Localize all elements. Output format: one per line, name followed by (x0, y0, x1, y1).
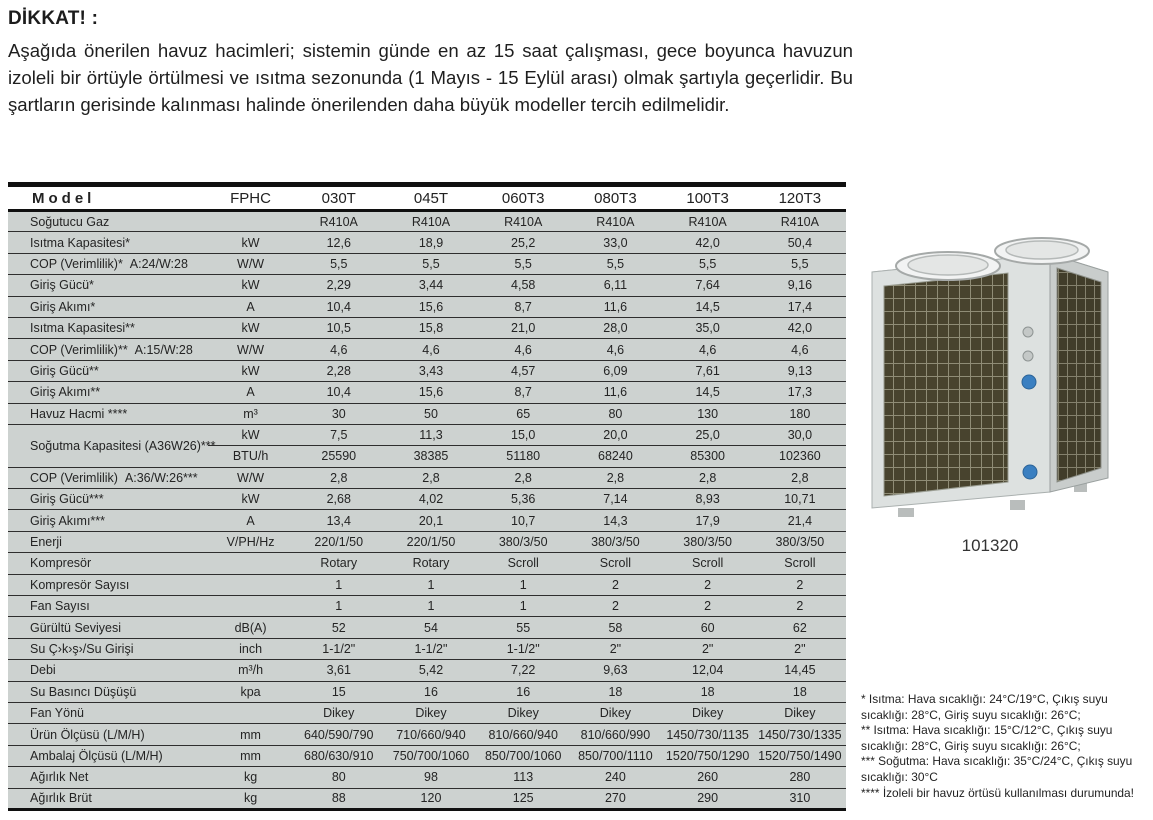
value-cell: 55 (516, 620, 531, 635)
blue-knob-icon (1023, 465, 1037, 479)
value-cell: 15,6 (418, 385, 444, 400)
value-cell: 7,5 (330, 428, 348, 443)
value-cell: 310 (789, 791, 811, 806)
value-cell: 4,6 (606, 342, 625, 357)
value-cell: Scroll (784, 556, 816, 571)
front-grille (884, 273, 1008, 496)
row-label: Giriş Gücü** (30, 363, 99, 378)
value-cell: 25590 (321, 449, 357, 464)
value-cell: 290 (697, 791, 719, 806)
value-cell: 8,93 (695, 492, 720, 507)
value-cell: 14,45 (784, 663, 816, 678)
value-cell: 1-1/2" (322, 642, 356, 656)
table-row (8, 510, 846, 531)
value-cell: 1 (519, 599, 527, 614)
value-cell: 3,44 (418, 278, 444, 293)
value-cell: 640/590/790 (304, 727, 374, 742)
fan-ring-inner (908, 255, 988, 275)
value-cell: Dikey (415, 706, 447, 721)
value-cell: 2 (611, 577, 619, 592)
table-row (8, 360, 846, 381)
table-row (8, 296, 846, 317)
value-cell: 98 (424, 770, 438, 785)
value-cell: 1-1/2" (506, 642, 540, 656)
value-cell: 380/3/50 (591, 535, 640, 550)
value-cell: 60 (700, 620, 715, 635)
value-cell: 1 (335, 599, 343, 614)
footnote: * Isıtma: Hava sıcaklığı: 24°C/19°C, Çıkış suyu sıcaklığı: 28°C, Giriş suyu sıcaklığı: 26°C; (861, 692, 1108, 722)
table-row (8, 574, 846, 595)
notice-block (8, 8, 853, 118)
value-cell: 11,3 (419, 428, 443, 443)
value-cell: R410A (780, 214, 819, 229)
value-cell: Dikey (323, 706, 355, 721)
value-cell: 2 (704, 577, 712, 592)
value-cell: 8,7 (514, 299, 532, 314)
value-cell: 18 (700, 684, 715, 699)
unit-cell: m³ (243, 406, 258, 421)
value-cell: 810/660/990 (580, 727, 651, 742)
unit-cell: mm (240, 727, 261, 742)
value-cell: 68240 (598, 449, 633, 464)
value-cell: 10,71 (784, 492, 816, 507)
unit-cell: W/W (237, 470, 265, 485)
value-cell: 1 (519, 577, 527, 592)
table-row (8, 638, 846, 659)
table-row (8, 253, 846, 274)
value-cell: Dikey (599, 706, 632, 721)
value-cell: 1 (335, 577, 343, 592)
row-label: COP (Verimlilik) A:36/W:26*** (30, 470, 198, 485)
row-label: Soğutucu Gaz (30, 214, 110, 229)
value-cell: 7,61 (695, 363, 720, 378)
row-label: Havuz Hacmi **** (30, 406, 128, 421)
value-cell: Dikey (692, 706, 724, 721)
footnote: *** Soğutma: Hava sıcaklığı: 35°C/24°C, Çıkış suyu sıcaklığı: 30°C (861, 754, 1133, 784)
value-cell: 102360 (779, 449, 821, 464)
value-cell: 1520/750/1490 (758, 748, 842, 763)
col-header-060t3: 060T3 (501, 189, 545, 207)
value-cell: 5,5 (330, 256, 348, 271)
value-cell: 1-1/2" (414, 642, 448, 656)
unit-cell: m³/h (238, 663, 264, 678)
value-cell: 14,5 (695, 299, 720, 314)
value-cell: 17,9 (695, 513, 720, 528)
unit-cell: kW (241, 235, 260, 250)
value-cell: 17,4 (787, 299, 813, 314)
notice-title: DİKKAT! : (8, 8, 99, 29)
footnote: ** Isıtma: Hava sıcaklığı: 15°C/12°C, Çıkış suyu sıcaklığı: 28°C, Giriş suyu sıcaklığı: 26°C; (861, 723, 1113, 753)
spec-table-body (8, 211, 846, 810)
value-cell: R410A (596, 214, 635, 229)
spec-table-header-row (8, 185, 846, 211)
value-cell: 15,0 (511, 428, 536, 443)
value-cell: 10,5 (326, 321, 351, 336)
value-cell: 52 (331, 620, 346, 635)
row-label: Giriş Akımı** (30, 385, 101, 400)
row-label: Fan Yönü (30, 706, 84, 721)
table-row (8, 317, 846, 338)
table-row (8, 767, 846, 788)
row-label: Kompresör Sayısı (30, 577, 130, 592)
unit-cell: kW (241, 278, 260, 293)
row-label: Su Ç›k›ş›/Su Girişi (30, 642, 134, 656)
table-row (8, 382, 846, 403)
row-label: Soğutma Kapasitesi (A36W26)*** (30, 438, 216, 453)
value-cell: 710/660/940 (396, 727, 466, 742)
unit-foot (1010, 500, 1025, 510)
value-cell: 8,7 (514, 385, 532, 400)
value-cell: 14,3 (603, 513, 628, 528)
product-code: 101320 (961, 536, 1019, 555)
value-cell: 280 (789, 770, 811, 785)
col-header-120t3: 120T3 (778, 189, 822, 207)
value-cell: 2 (796, 599, 804, 614)
value-cell: 4,6 (514, 342, 532, 357)
value-cell: 2,29 (326, 278, 351, 293)
value-cell: Scroll (692, 556, 724, 571)
value-cell: 2 (611, 599, 619, 614)
table-row (8, 489, 846, 510)
row-label: Enerji (30, 535, 62, 550)
value-cell: Rotary (412, 556, 450, 571)
value-cell: 7,14 (603, 492, 628, 507)
col-header-030t: 030T (321, 189, 356, 207)
value-cell: 2,8 (698, 470, 717, 485)
value-cell: 88 (331, 791, 346, 806)
row-label: Debi (30, 663, 56, 678)
unit-cell: W/W (237, 342, 265, 357)
row-label: Kompresör (30, 556, 92, 571)
value-cell: 7,22 (511, 663, 536, 678)
value-cell: 9,63 (603, 663, 628, 678)
value-cell: 15 (331, 684, 346, 699)
unit-cell: W/W (237, 256, 265, 271)
value-cell: 51180 (506, 449, 541, 464)
table-row (8, 553, 846, 574)
value-cell: 50 (424, 406, 438, 421)
row-label: Su Basıncı Düşüşü (30, 684, 137, 699)
fan-ring-inner (1006, 241, 1078, 259)
value-cell: 380/3/50 (775, 535, 825, 550)
unit-cell (208, 574, 292, 595)
value-cell: 2,68 (326, 492, 351, 507)
footnotes-block (861, 692, 1153, 801)
value-cell: 260 (697, 770, 719, 785)
value-cell: 5,5 (698, 256, 717, 271)
col-header-fphc: FPHC (230, 189, 271, 207)
value-cell: 11,6 (603, 385, 628, 400)
blue-knob-icon (1022, 375, 1036, 389)
value-cell: 2,28 (326, 363, 351, 378)
value-cell: 54 (424, 620, 438, 635)
value-cell: 12,6 (326, 235, 351, 250)
row-label: Ağırlık Net (30, 770, 89, 785)
value-cell: 28,0 (603, 321, 628, 336)
value-cell: 9,13 (787, 363, 813, 378)
col-header-080t3: 080T3 (594, 189, 637, 207)
value-cell: 16 (516, 684, 531, 699)
value-cell: 850/700/1110 (578, 748, 653, 763)
unit-cell: kpa (240, 684, 261, 699)
value-cell: 6,11 (603, 278, 628, 293)
value-cell: 65 (516, 406, 531, 421)
value-cell: 1520/750/1290 (665, 748, 750, 763)
value-cell: 13,4 (326, 513, 351, 528)
value-cell: 2" (701, 642, 714, 656)
value-cell: 2" (794, 642, 806, 656)
value-cell: 15,6 (418, 299, 444, 314)
unit-cell: kW (241, 321, 260, 336)
row-label: Isıtma Kapasitesi* (30, 235, 131, 250)
knob-icon (1023, 351, 1033, 361)
col-header-model: Model (32, 189, 96, 207)
value-cell: 1 (427, 599, 435, 614)
value-cell: 25,0 (695, 428, 720, 443)
table-row (8, 339, 846, 360)
value-cell: 25,2 (511, 235, 536, 250)
value-cell: 21,0 (511, 321, 536, 336)
col-header-045t: 045T (413, 189, 449, 207)
value-cell: 50,4 (787, 235, 813, 250)
value-cell: Scroll (599, 556, 632, 571)
value-cell: 180 (789, 406, 811, 421)
value-cell: 4,57 (511, 363, 536, 378)
value-cell: 30 (331, 406, 346, 421)
table-row (8, 745, 846, 766)
unit-cell: kg (243, 791, 258, 806)
table-row (8, 467, 846, 488)
value-cell: 380/3/50 (498, 535, 548, 550)
value-cell: 4,02 (418, 492, 444, 507)
row-label: Giriş Akımı*** (30, 513, 106, 528)
table-row (8, 702, 846, 723)
value-cell: 380/3/50 (683, 535, 732, 550)
value-cell: R410A (688, 214, 727, 229)
value-cell: 1450/730/1135 (666, 727, 749, 742)
unit-cell (208, 553, 292, 574)
value-cell: 80 (608, 406, 623, 421)
value-cell: 38385 (413, 449, 449, 464)
value-cell: 58 (608, 620, 623, 635)
row-label: COP (Verimlilik)** A:15/W:28 (30, 342, 193, 357)
row-label: Isıtma Kapasitesi** (30, 321, 135, 336)
row-label: Ambalaj Ölçüsü (L/M/H) (30, 748, 163, 763)
table-row (8, 232, 846, 253)
value-cell: 33,0 (603, 235, 628, 250)
unit-cell: A (246, 513, 255, 528)
value-cell: 10,4 (326, 385, 351, 400)
unit-cell: dB(A) (234, 620, 267, 635)
value-cell: 21,4 (787, 513, 813, 528)
notice-body: Aşağıda önerilen havuz hacimleri; sistemin günde en az 15 saat çalışması, gece boyunca havuzun izoleli bir örtüyle örtülmesi ve ısıtma sezonunda (1 Mayıs - 15 Eylül arası) olmak şartıyla geçerlidir. Bu şartların gerisinde kalınması halinde önerilenden daha büyük modeller tercih edilmelidir. (8, 40, 853, 115)
value-cell: 4,6 (791, 342, 809, 357)
value-cell: 2" (609, 642, 622, 656)
unit-cell: kW (241, 363, 260, 378)
row-label: Gürültü Seviyesi (30, 620, 122, 635)
value-cell: 5,5 (791, 256, 809, 271)
value-cell: 10,7 (511, 513, 536, 528)
value-cell: 2,8 (514, 470, 532, 485)
value-cell: 220/1/50 (314, 535, 364, 550)
value-cell: 5,5 (422, 256, 440, 271)
value-cell: 810/660/940 (488, 727, 558, 742)
value-cell: 5,42 (418, 663, 444, 678)
value-cell: R410A (504, 214, 543, 229)
value-cell: 680/630/910 (304, 748, 374, 763)
value-cell: 1450/730/1335 (758, 727, 842, 742)
table-row (8, 681, 846, 702)
value-cell: 120 (420, 791, 442, 806)
heat-pump-illustration (860, 220, 1118, 520)
value-cell: 125 (512, 791, 534, 806)
unit-cell: A (246, 299, 255, 314)
value-cell: 17,3 (787, 385, 813, 400)
table-row (8, 403, 846, 424)
row-label: Giriş Akımı* (30, 299, 96, 314)
side-grille (1057, 268, 1101, 482)
value-cell: 113 (513, 770, 534, 785)
table-row (8, 211, 846, 232)
value-cell: 30,0 (787, 428, 813, 443)
row-label: Ürün Ölçüsü (L/M/H) (30, 727, 145, 742)
spec-table (8, 182, 846, 811)
unit-cell: V/PH/Hz (226, 535, 275, 550)
row-label: COP (Verimlilik)* A:24/W:28 (30, 256, 188, 271)
value-cell: 3,43 (418, 363, 444, 378)
value-cell: 3,61 (326, 663, 351, 678)
footnote: **** İzoleli bir havuz örtüsü kullanılması durumunda! (861, 785, 1134, 800)
value-cell: 18,9 (418, 235, 444, 250)
heat-pump-image (860, 220, 1120, 522)
value-cell: 12,04 (692, 663, 724, 678)
row-label: Ağırlık Brüt (30, 791, 92, 806)
unit-cell: inch (239, 642, 263, 656)
value-cell: 42,0 (695, 235, 720, 250)
value-cell: 62 (792, 620, 807, 635)
value-cell: 20,1 (418, 513, 444, 528)
value-cell: R410A (411, 214, 451, 229)
value-cell: 4,6 (422, 342, 440, 357)
value-cell: 1 (427, 577, 435, 592)
value-cell: 2,8 (422, 470, 440, 485)
value-cell: Rotary (320, 556, 358, 571)
table-row (8, 660, 846, 681)
unit-cell (208, 702, 292, 723)
value-cell: 130 (697, 406, 719, 421)
unit-cell: BTU/h (232, 449, 269, 464)
unit-cell: kW (241, 492, 260, 507)
unit-cell: kg (243, 770, 258, 785)
unit-cell: A (246, 385, 255, 400)
value-cell: 4,6 (330, 342, 348, 357)
value-cell: 35,0 (695, 321, 720, 336)
value-cell: 18 (608, 684, 623, 699)
value-cell: 5,5 (514, 256, 532, 271)
value-cell: 4,6 (698, 342, 717, 357)
value-cell: 11,6 (603, 299, 628, 314)
table-row (8, 531, 846, 552)
unit-cell (208, 596, 292, 617)
table-row (8, 724, 846, 745)
table-row (8, 617, 846, 638)
value-cell: 850/700/1060 (484, 748, 562, 763)
value-cell: 240 (604, 770, 626, 785)
value-cell: 5,5 (606, 256, 625, 271)
table-row (8, 788, 846, 809)
value-cell: 15,8 (418, 321, 444, 336)
value-cell: 220/1/50 (406, 535, 456, 550)
table-row (8, 596, 846, 617)
value-cell: 9,16 (787, 278, 813, 293)
value-cell: 14,5 (695, 385, 720, 400)
value-cell: 42,0 (787, 321, 813, 336)
value-cell: 80 (331, 770, 346, 785)
unit-cell (208, 211, 292, 232)
value-cell: 18 (792, 684, 807, 699)
value-cell: 6,09 (603, 363, 628, 378)
value-cell: Scroll (507, 556, 539, 571)
value-cell: 20,0 (603, 428, 628, 443)
value-cell: 2 (704, 599, 712, 614)
value-cell: 16 (424, 684, 438, 699)
value-cell: 2 (796, 577, 804, 592)
value-cell: 270 (604, 791, 626, 806)
value-cell: 10,4 (326, 299, 351, 314)
value-cell: 750/700/1060 (392, 748, 470, 763)
row-label: Fan Sayısı (30, 599, 90, 614)
value-cell: Dikey (507, 706, 539, 721)
table-row (8, 424, 846, 445)
value-cell: Dikey (784, 706, 816, 721)
value-cell: 2,8 (330, 470, 348, 485)
row-label: Giriş Gücü* (30, 278, 94, 293)
table-row (8, 275, 846, 296)
knob-icon (1023, 327, 1033, 337)
row-label: Giriş Gücü*** (30, 492, 104, 507)
value-cell: 7,64 (695, 278, 720, 293)
value-cell: 4,58 (511, 278, 536, 293)
unit-foot (898, 508, 914, 517)
value-cell: 2,8 (791, 470, 809, 485)
value-cell: 5,36 (511, 492, 536, 507)
col-header-100t3: 100T3 (686, 189, 729, 207)
value-cell: 2,8 (606, 470, 625, 485)
value-cell: 85300 (690, 449, 726, 464)
unit-cell: kW (241, 428, 260, 443)
value-cell: R410A (319, 214, 358, 229)
unit-cell: mm (240, 748, 261, 763)
